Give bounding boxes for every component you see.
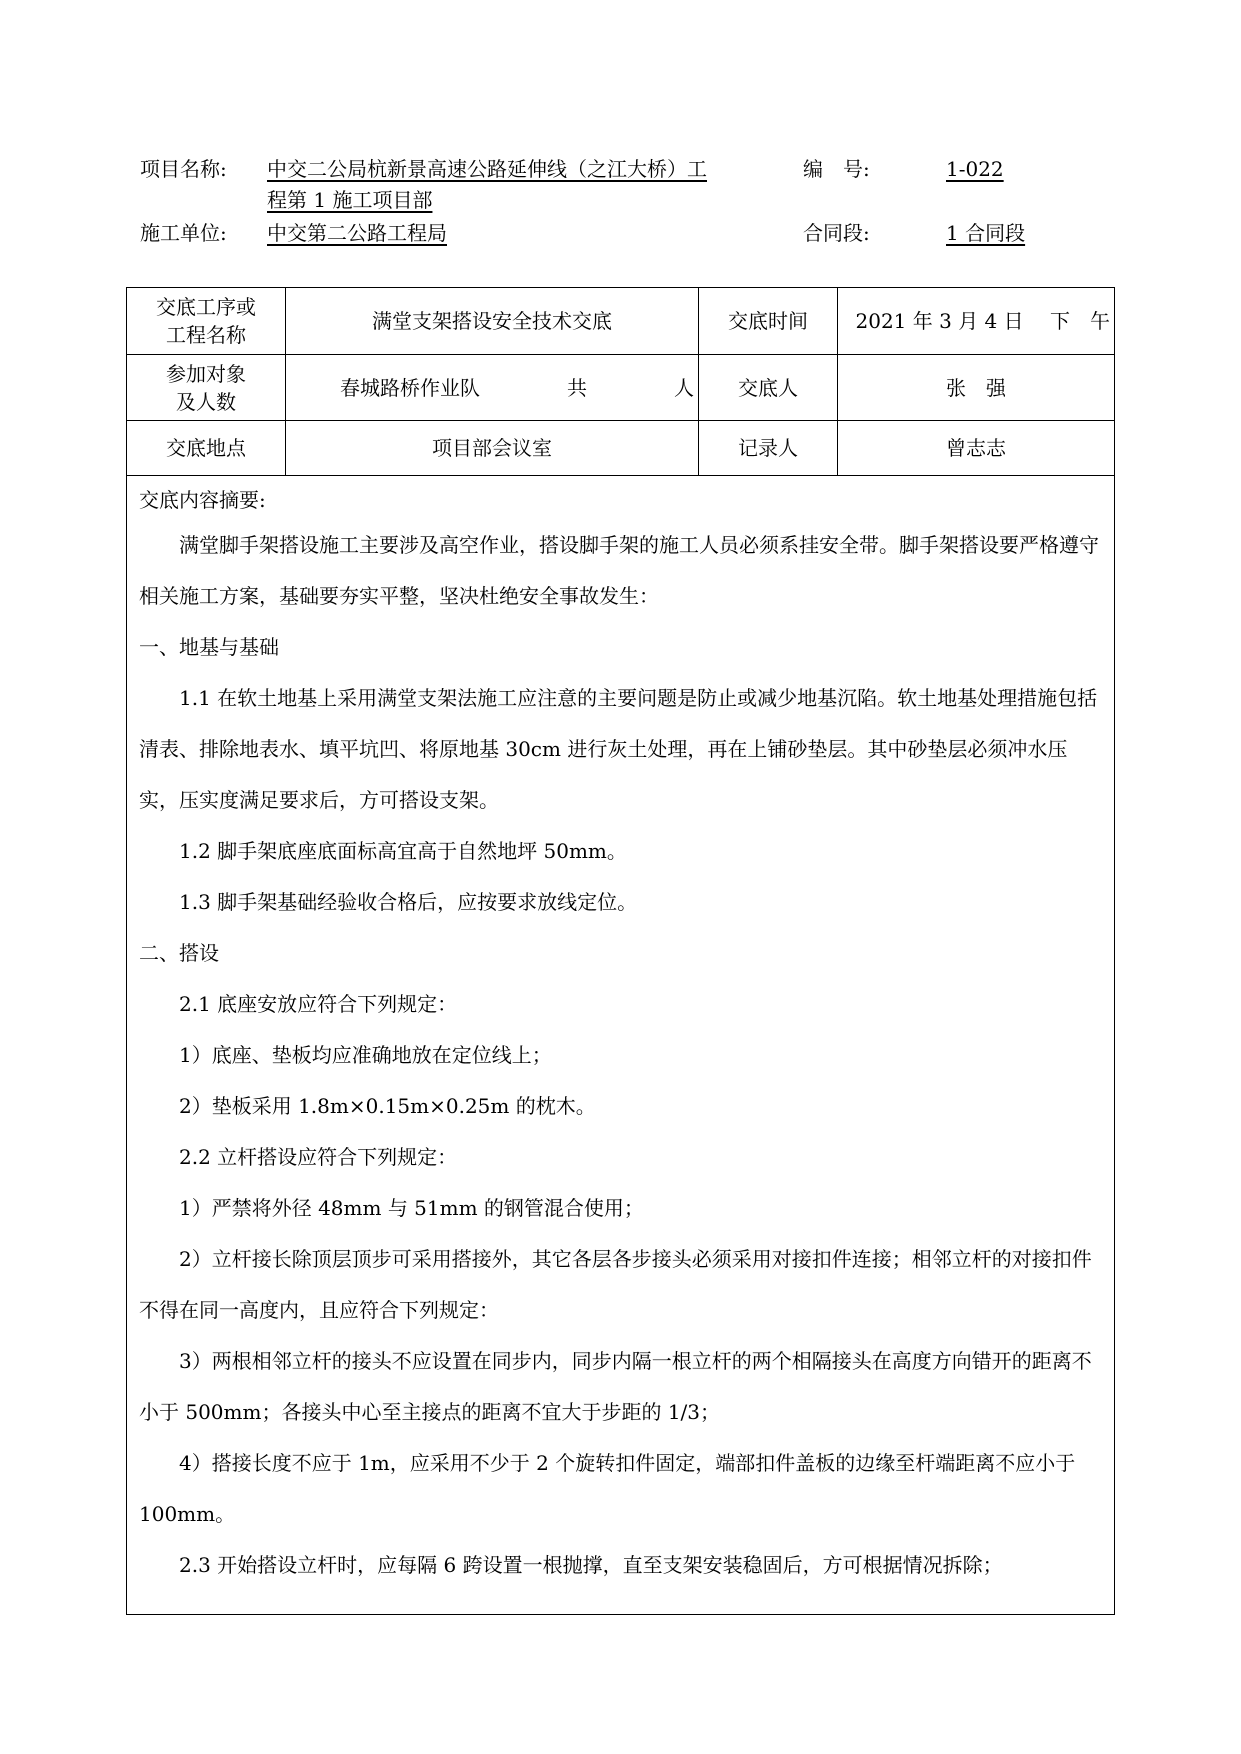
table-row — [127, 288, 1115, 355]
content-paragraph: 1.3 脚手架基础经验收合格后，应按要求放线定位。 — [179, 890, 638, 914]
participants-label-line1: 参加对象 — [166, 361, 246, 386]
presenter-value: 张 强 — [838, 355, 1115, 421]
content-paragraph: 2.1 底座安放应符合下列规定： — [179, 992, 458, 1016]
participants-person-unit: 人 — [674, 375, 694, 400]
content-paragraph: 1.1 在软土地基上采用满堂支架法施工应注意的主要问题是防止或减少地基沉陷。软土地基处理措施包括清表、排除地表水、填平坑凹、将原地基 30cm 进行灰土处理，再在上铺砂垫层。其中砂垫层必须冲水压实，压实度满足要求后，方可搭设支架。 — [139, 686, 1098, 812]
content-paragraph: 3）两根相邻立杆的接头不应设置在同步内，同步内隔一根立杆的两个相隔接头在高度方向错开的距离不小于 500mm；各接头中心至主接点的距离不宜大于步距的 1/3； — [139, 1349, 1092, 1424]
briefing-table — [126, 287, 1115, 1615]
process-name-label-cell — [127, 288, 286, 355]
content-paragraph: 1.2 脚手架底座底面标高宜高于自然地坪 50mm。 — [179, 839, 627, 863]
briefing-time-label: 交底时间 — [699, 288, 838, 355]
content-heading: 交底内容摘要: — [139, 488, 266, 512]
process-name-label-line1: 交底工序或 — [156, 295, 256, 319]
recorder-value: 曾志志 — [838, 421, 1115, 476]
process-name-value: 满堂支架搭设安全技术交底 — [286, 288, 699, 355]
participants-value-cell — [286, 355, 699, 421]
content-paragraph: 1）底座、垫板均应准确地放在定位线上； — [179, 1043, 552, 1067]
recorder-label: 记录人 — [699, 421, 838, 476]
participants-label-line2: 及人数 — [176, 389, 236, 414]
content-paragraph: 2.3 开始搭设立杆时，应每隔 6 跨设置一根抛撑，直至支架安装稳固后，方可根据情况拆除； — [179, 1553, 1003, 1577]
process-name-label-line2: 工程名称 — [166, 323, 246, 347]
project-name-label: 项目名称: — [140, 157, 227, 181]
location-value: 项目部会议室 — [286, 421, 699, 476]
contract-section-label: 合同段: — [803, 221, 870, 245]
content-paragraph: 2）立杆接长除顶层顶步可采用搭接外，其它各层各步接头必须采用对接扣件连接；相邻立杆的对接扣件不得在同一高度内，且应符合下列规定： — [139, 1247, 1092, 1322]
construction-unit-value: 中交第二公路工程局 — [267, 221, 447, 245]
briefing-content-cell — [127, 476, 1115, 1615]
content-paragraph: 2.2 立杆搭设应符合下列规定： — [179, 1145, 458, 1169]
section-heading: 一、地基与基础 — [139, 635, 279, 659]
construction-unit-label: 施工单位: — [140, 221, 227, 245]
content-paragraph: 1）严禁将外径 48mm 与 51mm 的钢管混合使用； — [179, 1196, 644, 1220]
number-value: 1-022 — [946, 157, 1004, 181]
project-name-value-line1: 中交二公局杭新景高速公路延伸线（之江大桥）工 — [267, 157, 707, 181]
participants-total: 共 — [567, 375, 587, 400]
participants-team: 春城路桥作业队 — [340, 375, 480, 400]
table-row — [127, 476, 1115, 1615]
location-label: 交底地点 — [127, 421, 286, 476]
presenter-label: 交底人 — [699, 355, 838, 421]
contract-section-value: 1 合同段 — [946, 221, 1026, 245]
content-paragraph: 满堂脚手架搭设施工主要涉及高空作业，搭设脚手架的施工人员必须系挂安全带。脚手架搭设要严格遵守相关施工方案，基础要夯实平整，坚决杜绝安全事故发生： — [139, 533, 1099, 608]
project-name-value-line2: 程第 1 施工项目部 — [267, 188, 433, 212]
content-paragraph: 4）搭接长度不应于 1m，应采用不少于 2 个旋转扣件固定，端部扣件盖板的边缘至杆端距离不应小于 100mm。 — [139, 1451, 1076, 1526]
briefing-time-value: 2021 年 3 月 4 日 下 午 — [838, 288, 1115, 355]
participants-label-cell — [127, 355, 286, 421]
content-paragraph: 2）垫板采用 1.8m×0.15m×0.25m 的枕木。 — [179, 1094, 596, 1118]
table-row — [127, 421, 1115, 476]
table-row — [127, 355, 1115, 421]
number-label: 编 号: — [803, 157, 870, 181]
section-heading: 二、搭设 — [139, 941, 219, 965]
